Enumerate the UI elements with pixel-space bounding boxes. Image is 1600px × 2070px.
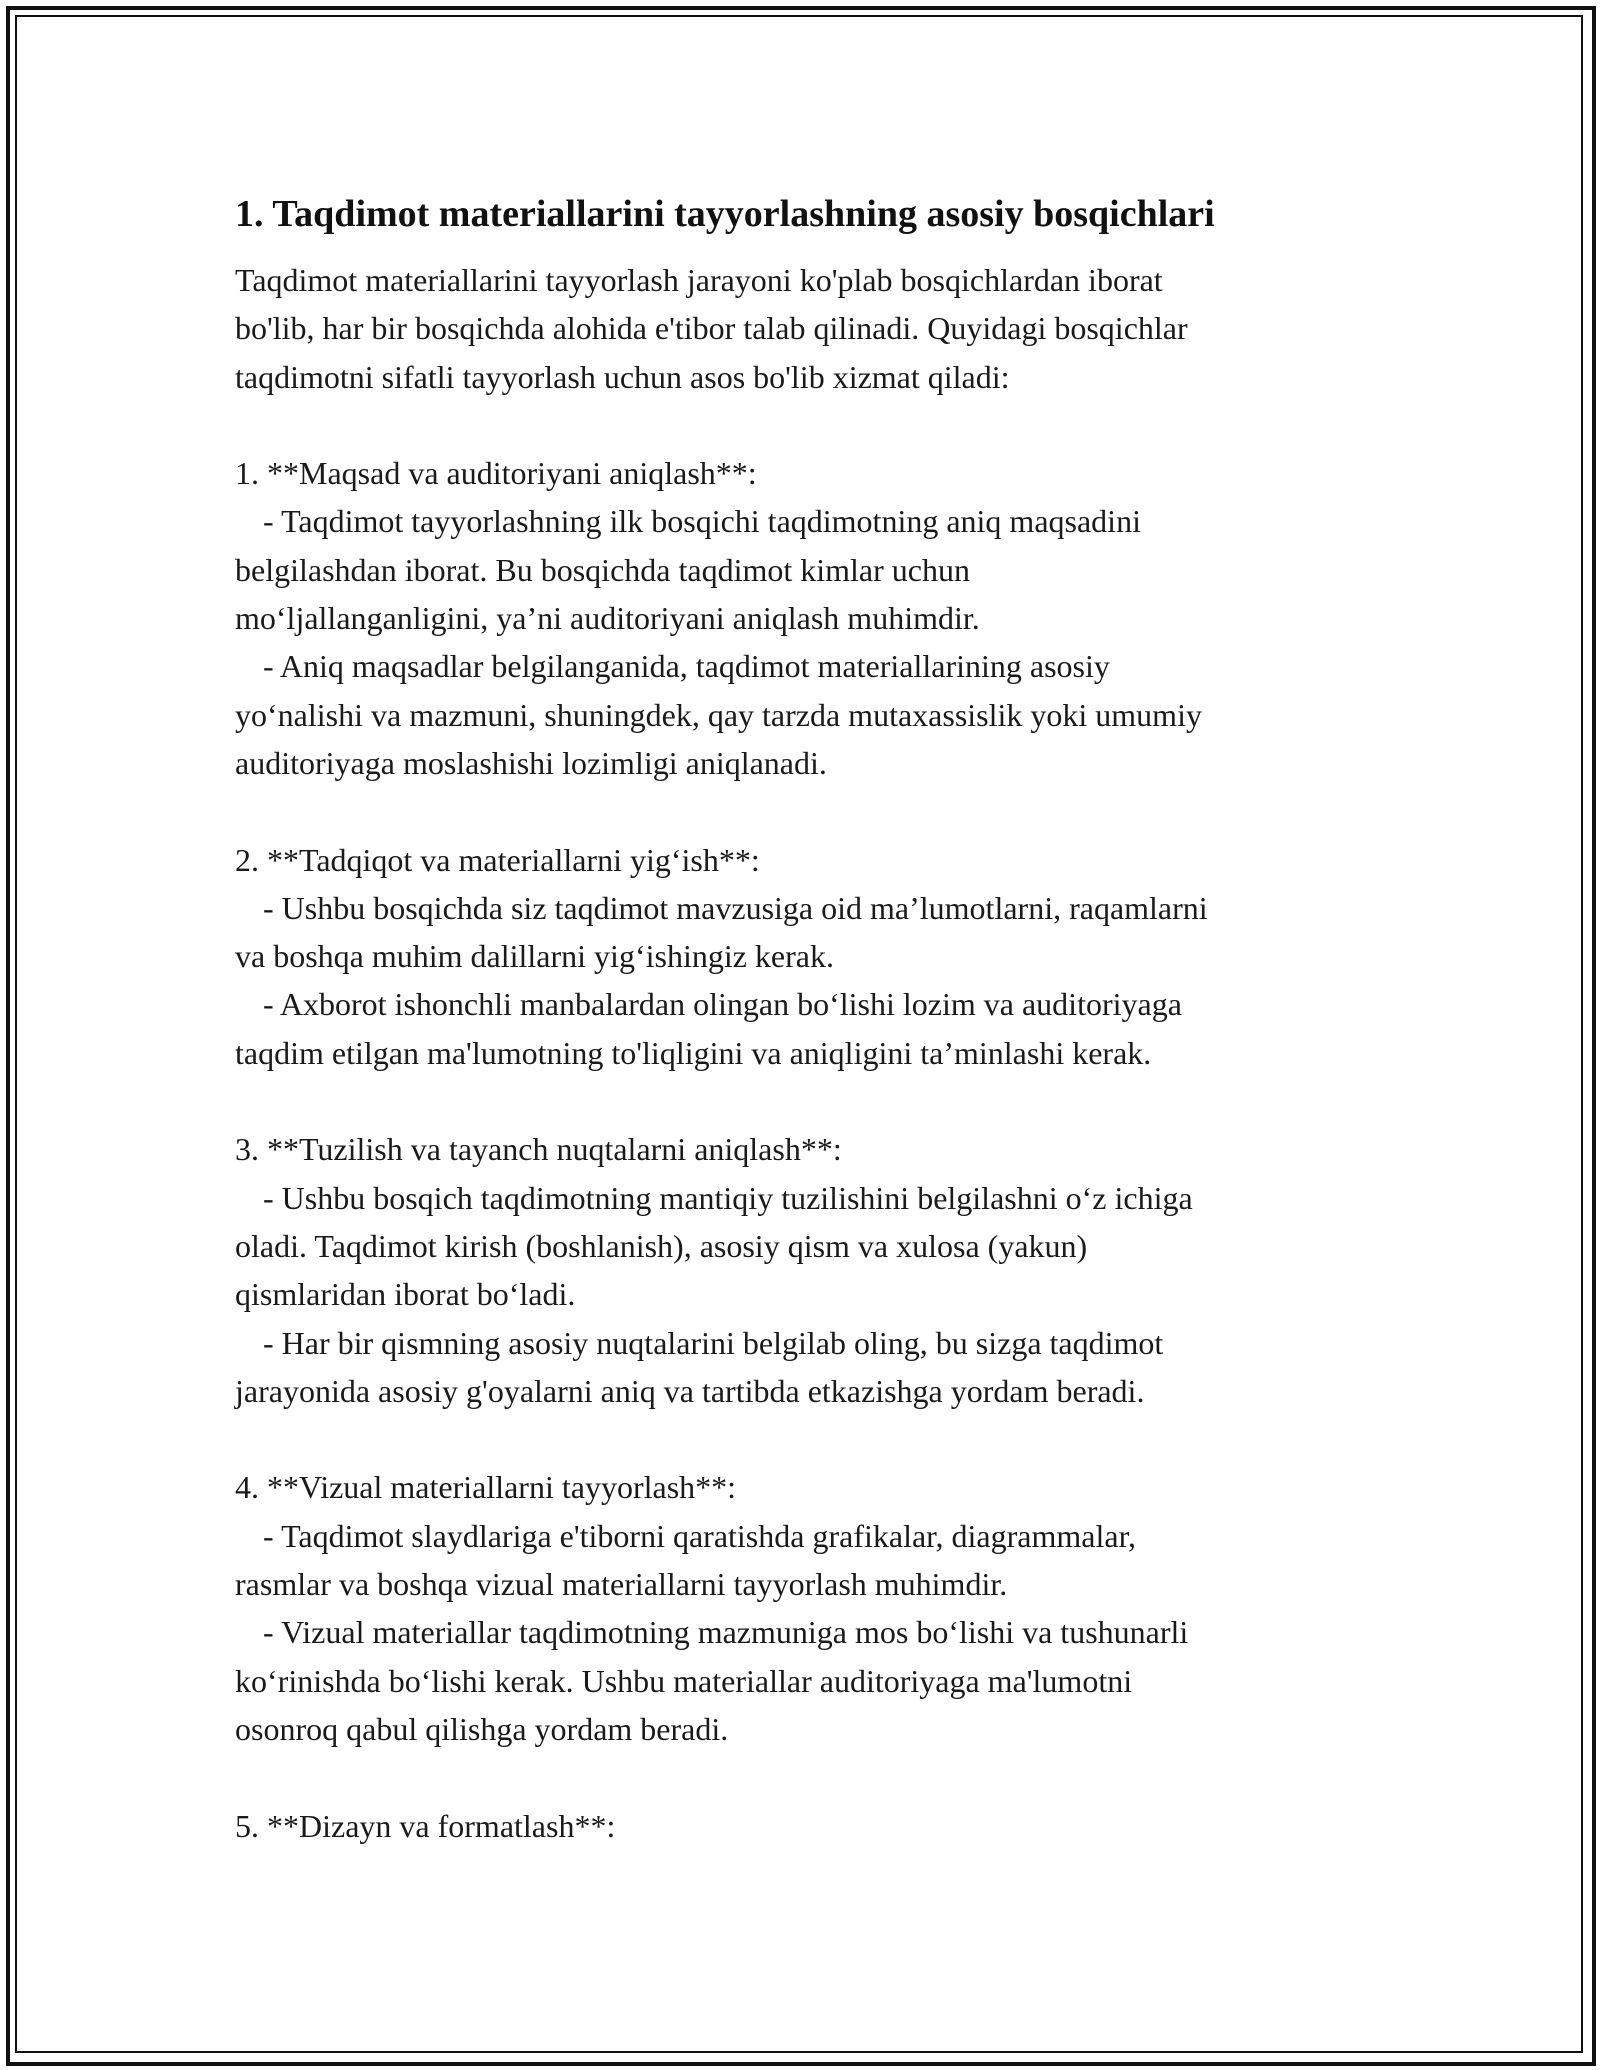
section-line: va boshqa muhim dalillarni yig‘ishingiz kerak. [235,938,834,975]
section-2 [235,836,1385,1077]
section-line: qismlaridan iborat bo‘ladi. [235,1276,576,1313]
section-line: - Axborot ishonchli manbalardan olingan bo‘lishi lozim va auditoriyaga [263,986,1182,1023]
document-heading: 1. Taqdimot materiallarini tayyorlashning asosiy bosqichlari [235,193,1215,235]
section-line: rasmlar va boshqa vizual materiallarni tayyorlash muhimdir. [235,1566,1008,1603]
section-5 [235,1802,1385,1850]
section-line: oladi. Taqdimot kirish (boshlanish), asosiy qism va xulosa (yakun) [235,1227,1088,1264]
section-title: 4. **Vizual materiallarni tayyorlash**: [235,1469,737,1506]
intro-line: bo'lib, har bir bosqichda alohida e'tibor talab qilinadi. Quyidagi bosqichlar [235,310,1188,347]
section-line: yo‘nalishi va mazmuni, shuningdek, qay tarzda mutaxassislik yoki umumiy [235,696,1202,733]
section-line: - Vizual materiallar taqdimotning mazmuniga mos bo‘lishi va tushunarli [263,1614,1189,1651]
section-line: taqdim etilgan ma'lumotning to'liqligini va aniqligini ta’minlashi kerak. [235,1034,1152,1071]
intro-paragraph [235,256,1385,401]
section-title: 3. **Tuzilish va tayanch nuqtalarni aniqlash**: [235,1131,842,1168]
intro-line: Taqdimot materiallarini tayyorlash jarayoni ko'plab bosqichlardan iborat [235,262,1163,298]
document-body [235,186,1385,1850]
section-line: - Taqdimot tayyorlashning ilk bosqichi taqdimotning aniq maqsadini [263,503,1141,540]
section-line: auditoriyaga moslashishi lozimligi aniqlanadi. [235,744,827,781]
section-line: jarayonida asosiy g'oyalarni aniq va tartibda etkazishga yordam beradi. [235,1372,1145,1409]
section-line: mo‘ljallanganligini, ya’ni auditoriyani aniqlash muhimdir. [235,600,980,637]
section-title: 2. **Tadqiqot va materiallarni yig‘ish**: [235,841,760,878]
section-title: 1. **Maqsad va auditoriyani aniqlash**: [235,455,757,492]
section-line: osonroq qabul qilishga yordam beradi. [235,1710,729,1747]
section-3 [235,1125,1385,1415]
section-title: 5. **Dizayn va formatlash**: [235,1807,616,1844]
section-line: - Aniq maqsadlar belgilanganida, taqdimot materiallarining asosiy [263,648,1110,685]
section-line: - Taqdimot slaydlariga e'tiborni qaratishda grafikalar, diagrammalar, [263,1517,1136,1554]
section-line: belgilashdan iborat. Bu bosqichda taqdimot kimlar uchun [235,551,970,588]
section-1 [235,449,1385,787]
section-line: - Ushbu bosqichda siz taqdimot mavzusiga oid ma’lumotlarni, raqamlarni [263,889,1208,926]
section-line: - Ushbu bosqich taqdimotning mantiqiy tuzilishini belgilashni o‘z ichiga [263,1179,1193,1216]
intro-line: taqdimotni sifatli tayyorlash uchun asos bo'lib xizmat qiladi: [235,358,1010,395]
section-4 [235,1463,1385,1753]
section-line: - Har bir qismning asosiy nuqtalarini belgilab oling, bu sizga taqdimot [263,1324,1164,1361]
section-line: ko‘rinishda bo‘lishi kerak. Ushbu materiallar auditoriyaga ma'lumotni [235,1662,1133,1699]
